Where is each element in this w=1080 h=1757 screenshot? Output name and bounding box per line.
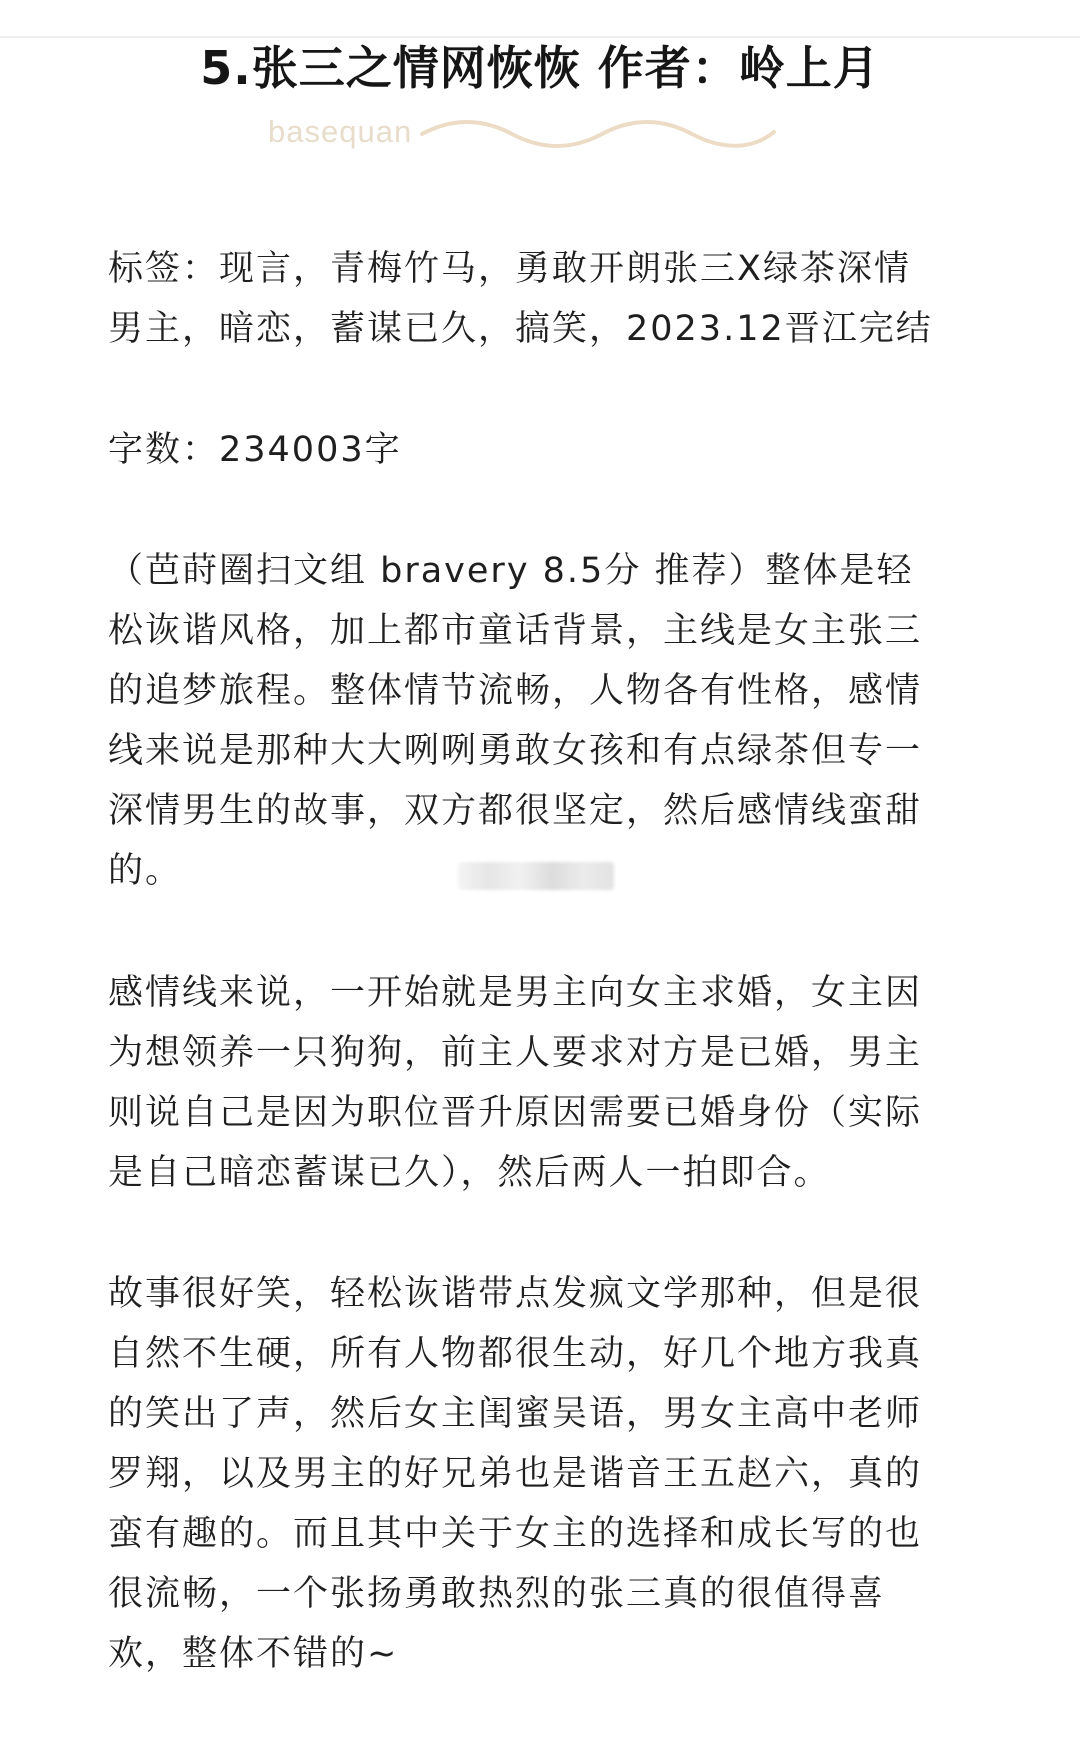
blurred-placeholder — [458, 862, 614, 890]
word-count-section — [108, 420, 974, 480]
paragraph-line: 自然不生硬，所有人物都很生动，好几个地方我真 — [108, 1334, 923, 1374]
watermark-text: basequan — [268, 114, 413, 149]
review-paragraph-3 — [108, 1264, 974, 1684]
paragraph-line: 罗翔，以及男主的好兄弟也是谐音王五赵六，真的 — [108, 1454, 923, 1494]
paragraph-line: 很流畅，一个张扬勇敢热烈的张三真的很值得喜 — [108, 1574, 886, 1614]
paragraph-line: （芭莳圈扫文组 bravery 8.5分 推荐）整体是轻 — [108, 551, 914, 591]
watermark — [268, 110, 808, 154]
paragraph-line: 则说自己是因为职位晋升原因需要已婚身份（实际 — [108, 1093, 923, 1133]
paragraph-line: 蛮有趣的。而且其中关于女主的选择和成长写的也 — [108, 1514, 923, 1554]
paragraph-line: 欢，整体不错的~ — [108, 1634, 399, 1674]
paragraph-line: 的笑出了声，然后女主闺蜜吴语，男女主高中老师 — [108, 1394, 923, 1434]
paragraph-line: 线来说是那种大大咧咧勇敢女孩和有点绿茶但专一 — [108, 731, 923, 771]
paragraph-line: 感情线来说，一开始就是男主向女主求婚，女主因 — [108, 973, 923, 1013]
review-paragraph-1 — [108, 541, 974, 901]
tags-section — [108, 239, 974, 359]
wave-decoration-icon — [418, 118, 778, 152]
review-paragraph-2 — [108, 963, 974, 1203]
paragraph-line: 的追梦旅程。整体情节流畅，人物各有性格，感情 — [108, 671, 923, 711]
paragraph-line: 的。 — [108, 851, 183, 891]
tags-line: 标签：现言，青梅竹马，勇敢开朗张三X绿茶深情 — [108, 249, 911, 289]
paragraph-line: 为想领养一只狗狗，前主人要求对方是已婚，男主 — [108, 1033, 923, 1073]
word-count: 字数：234003字 — [108, 430, 402, 470]
paragraph-line: 松诙谐风格，加上都市童话背景，主线是女主张三 — [108, 611, 923, 651]
article-title: 5.张三之情网恢恢 作者：岭上月 — [200, 41, 880, 95]
paragraph-line: 故事很好笑，轻松诙谐带点发疯文学那种，但是很 — [108, 1274, 923, 1314]
paragraph-line: 深情男生的故事，双方都很坚定，然后感情线蛮甜 — [108, 791, 923, 831]
paragraph-line: 是自己暗恋蓄谋已久），然后两人一拍即合。 — [108, 1153, 831, 1193]
tags-line: 男主，暗恋，蓄谋已久，搞笑，2023.12晋江完结 — [108, 309, 933, 349]
